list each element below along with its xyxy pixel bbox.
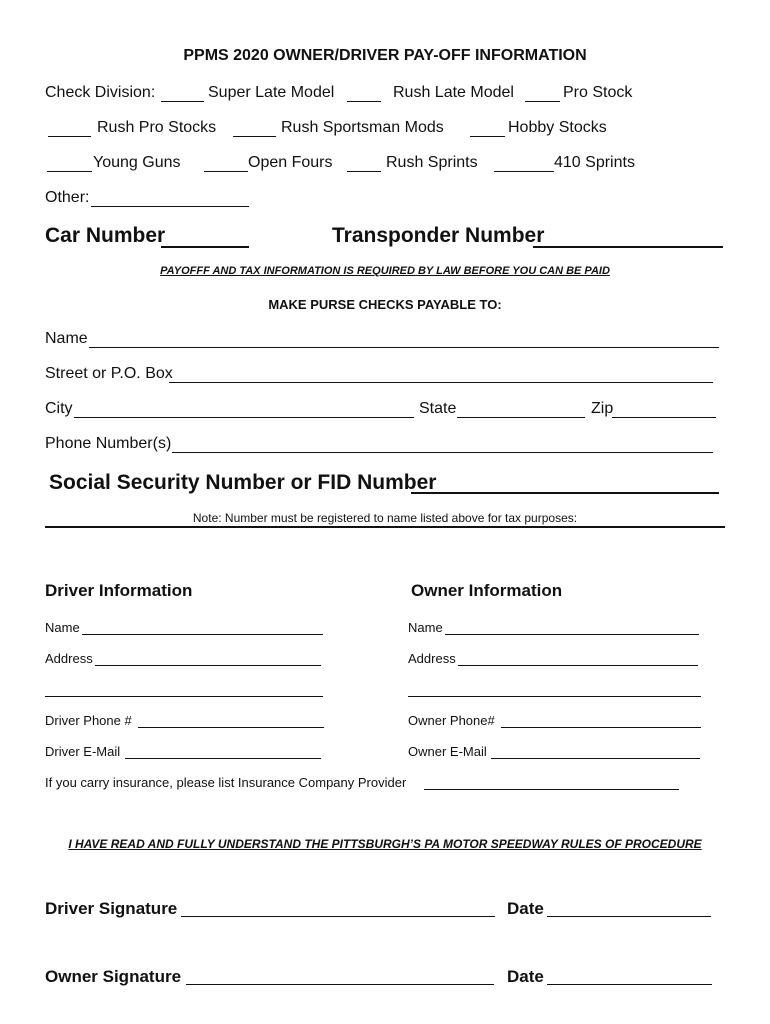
driver-name-field[interactable]	[82, 634, 323, 635]
division-blank-open-fours[interactable]	[204, 171, 248, 172]
make-checks-heading: MAKE PURSE CHECKS PAYABLE TO:	[268, 297, 502, 312]
owner-name-label: Name	[408, 620, 443, 635]
driver-date-field[interactable]	[547, 916, 711, 917]
owner-signature-field[interactable]	[186, 984, 494, 985]
car-number-field[interactable]	[161, 246, 249, 248]
driver-date-label: Date	[507, 899, 544, 918]
zip-label: Zip	[591, 400, 614, 417]
transponder-label: Transponder Number	[332, 224, 545, 247]
owner-phone-label: Owner Phone#	[408, 713, 495, 728]
driver-name-label: Name	[45, 620, 80, 635]
other-label: Other:	[45, 189, 90, 206]
street-label: Street or P.O. Box	[45, 365, 173, 382]
insurance-field[interactable]	[424, 789, 679, 790]
street-field[interactable]	[169, 382, 713, 383]
name-field[interactable]	[89, 347, 719, 348]
owner-name-field[interactable]	[445, 634, 699, 635]
division-blank-rush-pro-stocks[interactable]	[48, 136, 91, 137]
check-division-label: Check Division:	[45, 84, 156, 101]
division-blank-hobby-stocks[interactable]	[470, 136, 505, 137]
driver-email-field[interactable]	[125, 758, 321, 759]
driver-address-field[interactable]	[95, 665, 321, 666]
driver-address-line-2[interactable]	[45, 696, 323, 697]
city-field[interactable]	[74, 417, 414, 418]
driver-signature-field[interactable]	[181, 916, 495, 917]
owner-phone-field[interactable]	[501, 727, 701, 728]
driver-address-label: Address	[45, 651, 93, 666]
name-label: Name	[45, 330, 88, 347]
ssn-label: Social Security Number or FID Number	[49, 471, 437, 494]
ssn-field[interactable]	[411, 492, 719, 494]
driver-phone-field[interactable]	[138, 727, 324, 728]
division-blank-young-guns[interactable]	[47, 171, 92, 172]
zip-field[interactable]	[612, 417, 716, 418]
owner-address-field[interactable]	[458, 665, 698, 666]
division-blank-rush-sprints[interactable]	[347, 171, 381, 172]
division-blank-super-late-model[interactable]	[161, 101, 204, 102]
owner-signature-label: Owner Signature	[45, 967, 182, 986]
state-label: State	[419, 400, 457, 417]
transponder-field[interactable]	[533, 246, 723, 248]
city-label: City	[45, 400, 73, 417]
driver-phone-label: Driver Phone #	[45, 713, 132, 728]
driver-info-heading: Driver Information	[45, 581, 193, 600]
ssn-divider	[45, 526, 725, 528]
division-rush-pro-stocks: Rush Pro Stocks	[97, 119, 217, 136]
driver-signature-label: Driver Signature	[45, 899, 178, 918]
owner-address-label: Address	[408, 651, 456, 666]
division-pro-stock: Pro Stock	[563, 84, 633, 101]
other-field[interactable]	[91, 206, 249, 207]
phone-field[interactable]	[172, 452, 713, 453]
owner-date-field[interactable]	[547, 984, 712, 985]
owner-info-heading: Owner Information	[411, 581, 563, 600]
car-number-label: Car Number	[45, 224, 166, 247]
division-rush-late-model: Rush Late Model	[393, 84, 514, 101]
division-blank-rush-sportsman-mods[interactable]	[233, 136, 276, 137]
division-blank-pro-stock[interactable]	[525, 101, 560, 102]
form-title: PPMS 2020 OWNER/DRIVER PAY-OFF INFORMATION	[183, 47, 587, 64]
division-blank-rush-late-model[interactable]	[347, 101, 381, 102]
owner-address-line-2[interactable]	[408, 696, 701, 697]
owner-email-label: Owner E-Mail	[408, 744, 487, 759]
division-410-sprints: 410 Sprints	[554, 154, 635, 171]
ssn-note: Note: Number must be registered to name listed above for tax purposes:	[192, 511, 578, 525]
division-open-fours: Open Fours	[248, 154, 333, 171]
rules-statement: I HAVE READ AND FULLY UNDERSTAND THE PITTSBURGH’S PA MOTOR SPEEDWAY RULES OF PROCEDURE	[68, 837, 702, 851]
insurance-label: If you carry insurance, please list Insurance Company Provider	[45, 775, 407, 790]
owner-email-field[interactable]	[491, 758, 700, 759]
division-young-guns: Young Guns	[93, 154, 181, 171]
payoff-notice: PAYOFFF AND TAX INFORMATION IS REQUIRED BY LAW BEFORE YOU CAN BE PAID	[160, 265, 610, 277]
division-blank-410-sprints[interactable]	[494, 171, 554, 172]
division-hobby-stocks: Hobby Stocks	[508, 119, 607, 136]
state-field[interactable]	[457, 417, 585, 418]
division-rush-sportsman-mods: Rush Sportsman Mods	[281, 119, 444, 136]
division-rush-sprints: Rush Sprints	[386, 154, 478, 171]
division-super-late-model: Super Late Model	[208, 84, 335, 101]
driver-email-label: Driver E-Mail	[45, 744, 121, 759]
phone-label: Phone Number(s)	[45, 435, 172, 452]
owner-date-label: Date	[507, 967, 544, 986]
